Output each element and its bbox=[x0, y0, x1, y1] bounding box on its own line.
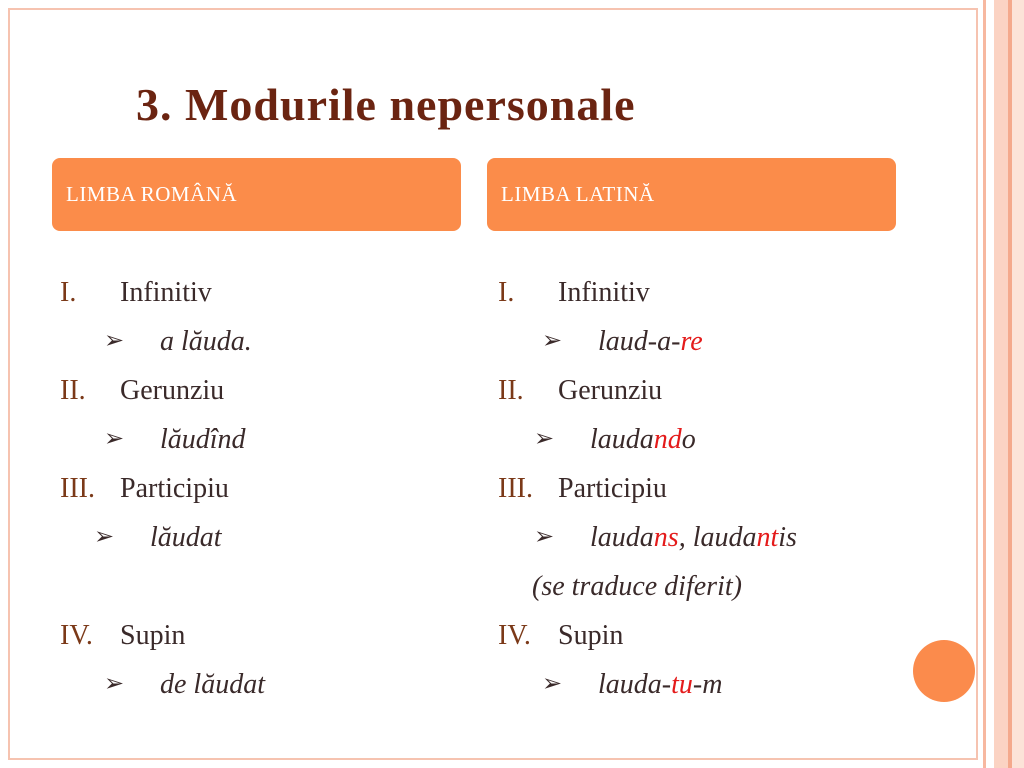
ending-highlight: tu bbox=[671, 669, 693, 700]
arrow-bullet-icon: ➢ bbox=[104, 328, 125, 354]
numeral: IV. bbox=[498, 620, 531, 651]
ending-highlight: ns bbox=[653, 522, 679, 553]
example-item bbox=[60, 513, 480, 562]
list-item bbox=[498, 611, 918, 660]
example-text: lauda-tu-m bbox=[598, 669, 723, 700]
example-item bbox=[60, 415, 480, 464]
header-romanian bbox=[52, 158, 461, 231]
arrow-bullet-icon: ➢ bbox=[104, 426, 125, 452]
arrow-bullet-icon: ➢ bbox=[94, 524, 115, 550]
ending-highlight: re bbox=[680, 326, 703, 357]
example-text: laud-a-re bbox=[598, 326, 703, 357]
example-item bbox=[498, 660, 918, 709]
arrow-bullet-icon: ➢ bbox=[104, 671, 125, 697]
list-item bbox=[498, 268, 918, 317]
example-text: lăudînd bbox=[160, 424, 246, 455]
list-item bbox=[498, 464, 918, 513]
spacer bbox=[60, 562, 480, 611]
arrow-bullet-icon: ➢ bbox=[534, 426, 555, 452]
mood-label: Supin bbox=[120, 620, 186, 651]
ending-highlight: nt bbox=[756, 522, 779, 553]
mood-label: Gerunziu bbox=[558, 375, 663, 406]
example-item bbox=[498, 317, 918, 366]
numeral: IV. bbox=[60, 620, 93, 651]
numeral: I. bbox=[498, 277, 515, 308]
header-latin-label: LIMBA LATINĂ bbox=[501, 182, 655, 206]
example-text: a lăuda. bbox=[160, 326, 252, 357]
ending-highlight: nd bbox=[653, 424, 682, 455]
list-item bbox=[60, 611, 480, 660]
numeral: III. bbox=[498, 473, 533, 504]
arrow-bullet-icon: ➢ bbox=[534, 524, 555, 550]
mood-label: Gerunziu bbox=[120, 375, 225, 406]
arrow-bullet-icon: ➢ bbox=[542, 328, 563, 354]
decorative-circle bbox=[913, 640, 975, 702]
mood-label: Infinitiv bbox=[558, 277, 650, 308]
list-item bbox=[498, 366, 918, 415]
example-item bbox=[60, 317, 480, 366]
numeral: II. bbox=[498, 375, 524, 406]
example-item bbox=[60, 660, 480, 709]
note-item bbox=[498, 562, 918, 611]
list-item bbox=[60, 366, 480, 415]
mood-label: Infinitiv bbox=[120, 277, 212, 308]
slide-title: 3. Modurile nepersonale bbox=[136, 79, 636, 130]
numeral: II. bbox=[60, 375, 86, 406]
decorative-stripes bbox=[978, 0, 1024, 768]
header-romanian-label: LIMBA ROMÂNĂ bbox=[66, 182, 238, 206]
example-item bbox=[498, 415, 918, 464]
note-text: (se traduce diferit) bbox=[532, 571, 742, 602]
mood-label: Supin bbox=[558, 620, 624, 651]
example-text: lăudat bbox=[150, 522, 222, 553]
example-text: laudando bbox=[590, 424, 696, 455]
list-item bbox=[60, 464, 480, 513]
mood-label: Participiu bbox=[558, 473, 667, 504]
arrow-bullet-icon: ➢ bbox=[542, 671, 563, 697]
mood-label: Participiu bbox=[120, 473, 229, 504]
list-item bbox=[60, 268, 480, 317]
numeral: III. bbox=[60, 473, 95, 504]
example-text: de lăudat bbox=[160, 669, 265, 700]
example-text: laudans, laudantis bbox=[590, 522, 797, 553]
romanian-column bbox=[60, 268, 480, 709]
header-latin bbox=[487, 158, 896, 231]
example-item bbox=[498, 513, 918, 562]
numeral: I. bbox=[60, 277, 77, 308]
latin-column bbox=[498, 268, 918, 709]
